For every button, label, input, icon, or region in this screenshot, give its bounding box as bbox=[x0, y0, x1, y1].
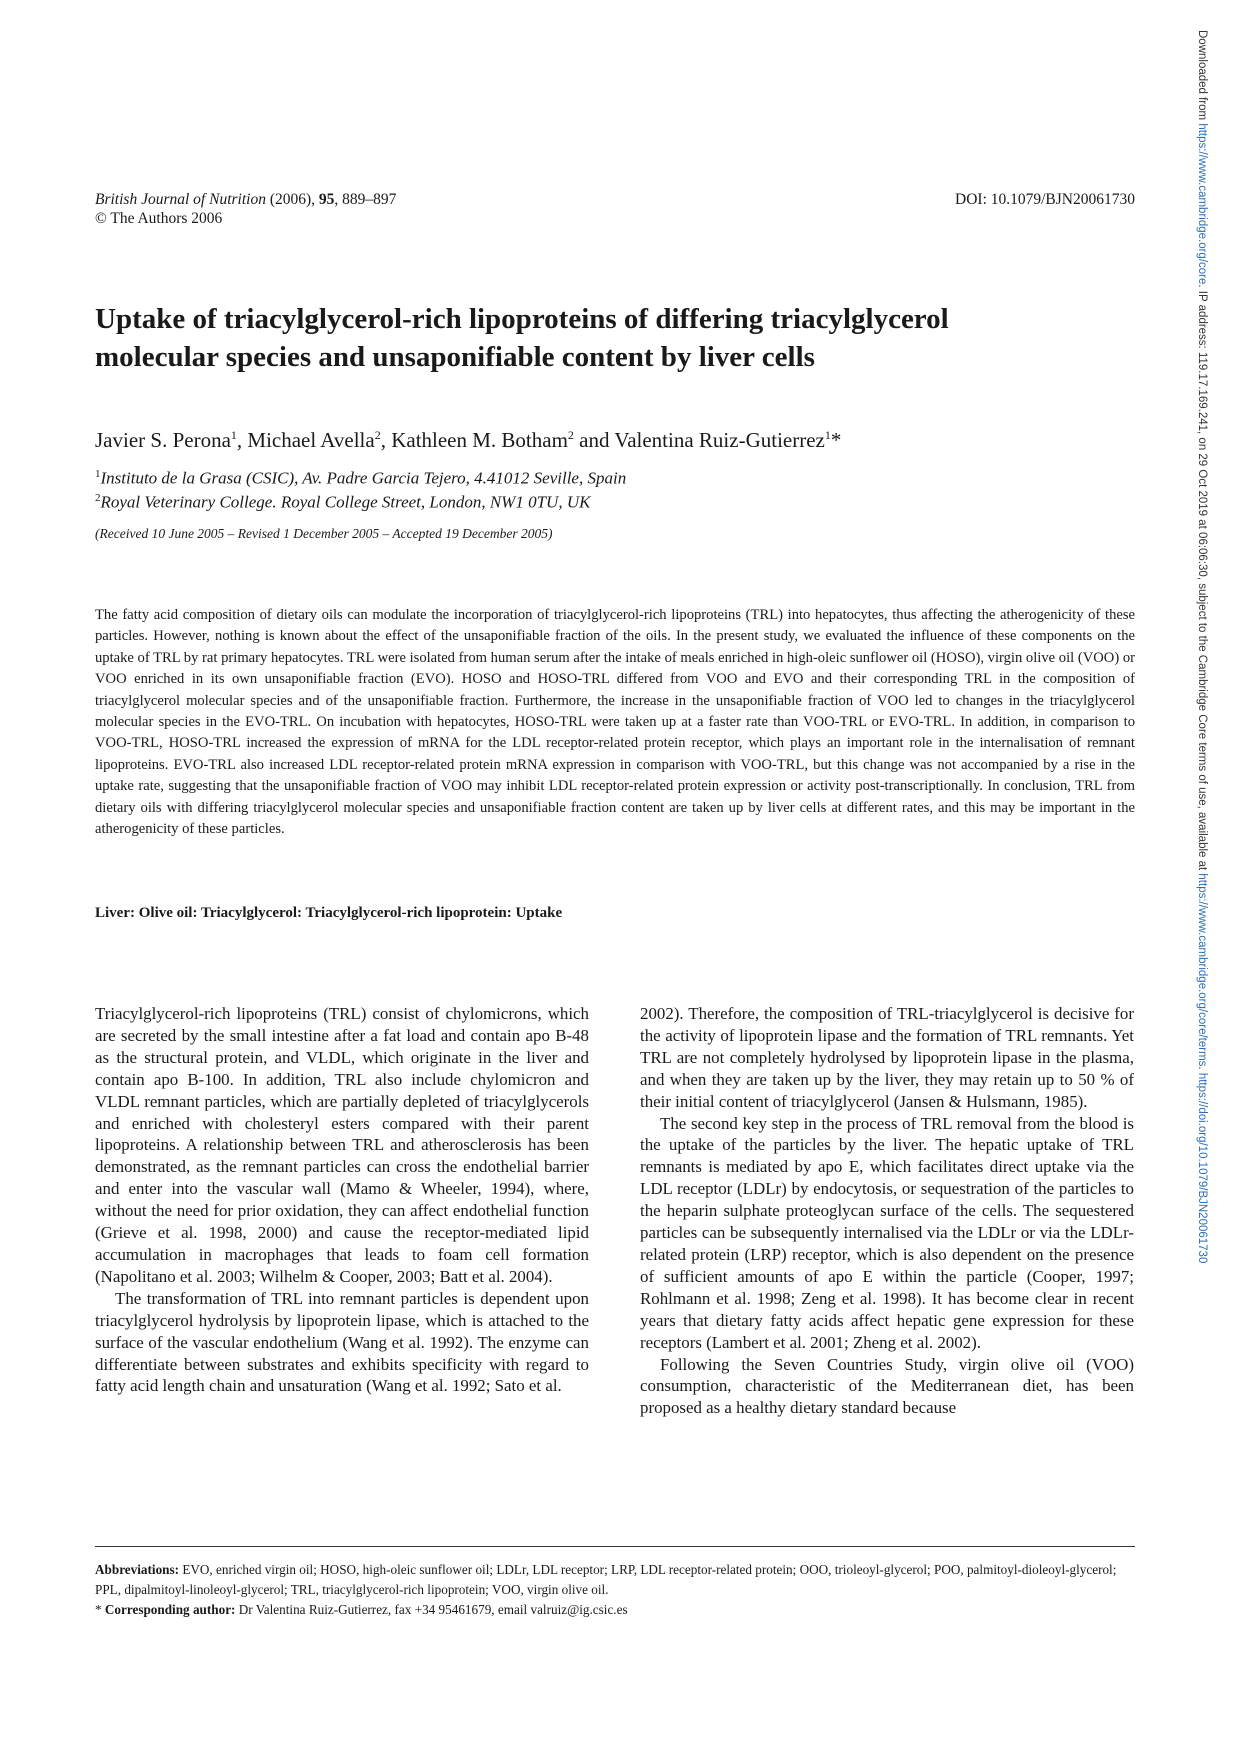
title-line-1: Uptake of triacylglycerol-rich lipoproteins of differing triacylglycerol bbox=[95, 303, 949, 335]
abstract: The fatty acid composition of dietary oils can modulate the incorporation of triacylglycerol-rich lipoproteins (TRL) into hepatocytes, thus affecting the atherogenicity of these particles. However, nothing is known about the effect of the unsaponifiable fraction of the oils. In the present study, we evaluated the influence of these components on the uptake of TRL by rat primary hepatocytes. TRL were isolated from human serum after the intake of meals enriched in high-oleic sunflower oil (HOSO), virgin olive oil (VOO) or VOO enriched in its own unsaponifiable fraction (EVO). HOSO and HOSO-TRL differed from VOO and EVO and their corresponding TRL in the composition of triacylglycerol molecular species and of the unsaponifiable fraction. Furthermore, the increase in the unsaponifiable fraction of VOO led to changes in the triacylglycerol molecular species in the EVO-TRL. On incubation with hepatocytes, HOSO-TRL were taken up at a faster rate than VOO-TRL or EVO-TRL. In addition, in comparison to VOO-TRL, HOSO-TRL increased the expression of mRNA for the LDL receptor-related protein receptor, which plays an important role in the internalisation of remnant lipoproteins. EVO-TRL also increased LDL receptor-related protein mRNA expression in comparison with VOO-TRL, but this change was not accompanied by a rise in the uptake rate, suggesting that the unsaponifiable fraction of VOO may inhibit LDL receptor-related protein expression or activity post-transcriptionally. In conclusion, TRL from dietary oils with differing triacylglycerol molecular species and unsaponifiable fraction content are taken up by liver cells at different rates, and this may be important in the atherogenicity of these particles. bbox=[95, 607, 1135, 838]
body-column-right bbox=[640, 1003, 1134, 1419]
journal-line bbox=[95, 190, 396, 209]
author-name: and Valentina Ruiz-Gutierrez bbox=[573, 428, 825, 452]
corresponding-text: Dr Valentina Ruiz-Gutierrez, fax +34 95461679, email valruiz@ig.csic.es bbox=[235, 1602, 628, 1617]
download-notice-middle: . IP address: 119.17.169.241, on 29 Oct 2019 at 06:06:30, subject to the Cambridge Core terms of use, available at bbox=[1196, 284, 1208, 874]
author-name: , Kathleen M. Botham bbox=[380, 428, 568, 452]
affiliation bbox=[95, 486, 590, 515]
doi-link[interactable]: https://doi.org/10.1079/BJN20061730 bbox=[1196, 1072, 1208, 1264]
author-affil-mark: 1 bbox=[230, 428, 237, 442]
title-line-2: molecular species and unsaponifiable content by liver cells bbox=[95, 341, 815, 373]
article-title bbox=[95, 300, 1135, 376]
author-list bbox=[95, 422, 841, 453]
download-notice-sep: . bbox=[1196, 1066, 1208, 1073]
article-doi: DOI: 10.1079/BJN20061730 bbox=[955, 191, 1135, 208]
download-notice-prefix: Downloaded from bbox=[1196, 30, 1208, 124]
footnotes bbox=[95, 1560, 1135, 1620]
body-paragraph: The second key step in the process of TRL removal from the blood is the uptake of the particles by the liver. The hepatic uptake of TRL remnants is mediated by apo E, which facilitates direct uptake via the LDL receptor (LDLr) by endocytosis, or sequestration of the particles to the heparin sulphate proteoglycan surface of the cells. The sequestered particles can be subsequently internalised via the LDLr or via the LDLr-related protein (LRP) receptor, which is also dependent on the presence of sufficient amounts of apo E within the particle (Cooper, 1997; Rohlmann et al. 1998; Zeng et al. 1998). It has become clear in recent years that dietary fatty acids affect hepatic gene expression for these receptors (Lambert et al. 2001; Zheng et al. 2002). bbox=[640, 1113, 1134, 1352]
journal-year: (2006), bbox=[265, 191, 319, 208]
corresponding-mark: * bbox=[830, 428, 842, 452]
body-paragraph: 2002). Therefore, the composition of TRL-triacylglycerol is decisive for the activity of lipoprotein lipase and the formation of TRL remnants. Yet TRL are not completely hydrolysed by lipoprotein lipase in the plasma, and when they are taken up by the liver, they may retain up to 50 % of their initial content of triacylglycerol (Jansen & Hulsmann, 1985). bbox=[640, 1004, 1134, 1111]
affiliation-text: Instituto de la Grasa (CSIC), Av. Padre Garcia Tejero, 4.41012 Seville, Spain bbox=[100, 468, 627, 488]
download-notice bbox=[1195, 30, 1209, 1263]
affiliation-number: 2 bbox=[95, 492, 101, 504]
author-affil-mark: 2 bbox=[374, 428, 381, 442]
author-affil-mark: 2 bbox=[567, 428, 574, 442]
body-paragraph: Triacylglycerol-rich lipoproteins (TRL) consist of chylomicrons, which are secreted by the small intestine after a fat load and contain apo B-48 as the structural protein, and VLDL, which originate in the liver and contain apo B-100. In addition, TRL also include chylomicron and VLDL remnant particles, which are partially depleted of triacylglycerols and enriched with cholesteryl esters compared with their parent lipoproteins. A relationship between TRL and atherosclerosis has been demonstrated, as the remnant particles can cross the endothelial barrier and enter into the vascular wall (Mamo & Wheeler, 1994), where, without the need for prior oxidation, they can affect endothelial function (Grieve et al. 1998, 2000) and cause the receptor-mediated lipid accumulation in macrophages that leads to foam cell formation (Napolitano et al. 2003; Wilhelm & Cooper, 2003; Batt et al. 2004). bbox=[95, 1004, 589, 1286]
affiliation-number: 1 bbox=[95, 468, 101, 480]
keywords: Liver: Olive oil: Triacylglycerol: Triacylglycerol-rich lipoprotein: Uptake bbox=[95, 905, 563, 921]
author-name: Javier S. Perona bbox=[95, 428, 231, 452]
author-affil-mark: 1 bbox=[824, 428, 831, 442]
journal-name: British Journal of Nutrition bbox=[95, 191, 266, 208]
received-dates: (Received 10 June 2005 – Revised 1 December 2005 – Accepted 19 December 2005) bbox=[95, 526, 553, 541]
abbreviations-label: Abbreviations: bbox=[95, 1562, 180, 1577]
cambridge-terms-link[interactable]: https://www.cambridge.org/core/terms bbox=[1196, 873, 1208, 1067]
corresponding-label: Corresponding author: bbox=[104, 1602, 236, 1617]
body-column-left bbox=[95, 1003, 589, 1397]
abbreviations-note bbox=[95, 1560, 1135, 1600]
footnote-divider bbox=[95, 1546, 1135, 1547]
body-paragraph: Following the Seven Countries Study, virgin olive oil (VOO) consumption, characteristic of the Mediterranean diet, has been proposed as a healthy dietary standard because bbox=[640, 1354, 1134, 1418]
affiliation-text: Royal Veterinary College. Royal College Street, London, NW1 0TU, UK bbox=[100, 492, 591, 512]
body-paragraph: The transformation of TRL into remnant particles is dependent upon triacylglycerol hydrolysis by lipoprotein lipase, which is attached to the surface of the vascular endothelium (Wang et al. 1992). The enzyme can differentiate between substrates and exhibits specificity with regard to fatty acid length chain and unsaturation (Wang et al. 1992; Sato et al. bbox=[95, 1288, 589, 1396]
corresponding-author-note bbox=[95, 1600, 1135, 1620]
corresponding-asterisk: * bbox=[95, 1602, 105, 1617]
journal-pages: , 889–897 bbox=[334, 191, 397, 208]
author-name: , Michael Avella bbox=[236, 428, 375, 452]
journal-citation bbox=[95, 190, 396, 228]
copyright: © The Authors 2006 bbox=[95, 210, 223, 227]
abbreviations-text: EVO, enriched virgin oil; HOSO, high-oleic sunflower oil; LDLr, LDL receptor; LRP, LDL receptor-related protein; OOO, trioleoyl-glycerol; POO, palmitoyl-dioleoyl-glycerol; PPL, dipalmitoyl-linoleoyl-glycerol; TRL, triacylglycerol-rich lipoprotein; VOO, virgin olive oil. bbox=[95, 1562, 1117, 1597]
journal-volume: 95 bbox=[318, 191, 335, 208]
cambridge-core-link[interactable]: https://www.cambridge.org/core bbox=[1196, 123, 1208, 285]
